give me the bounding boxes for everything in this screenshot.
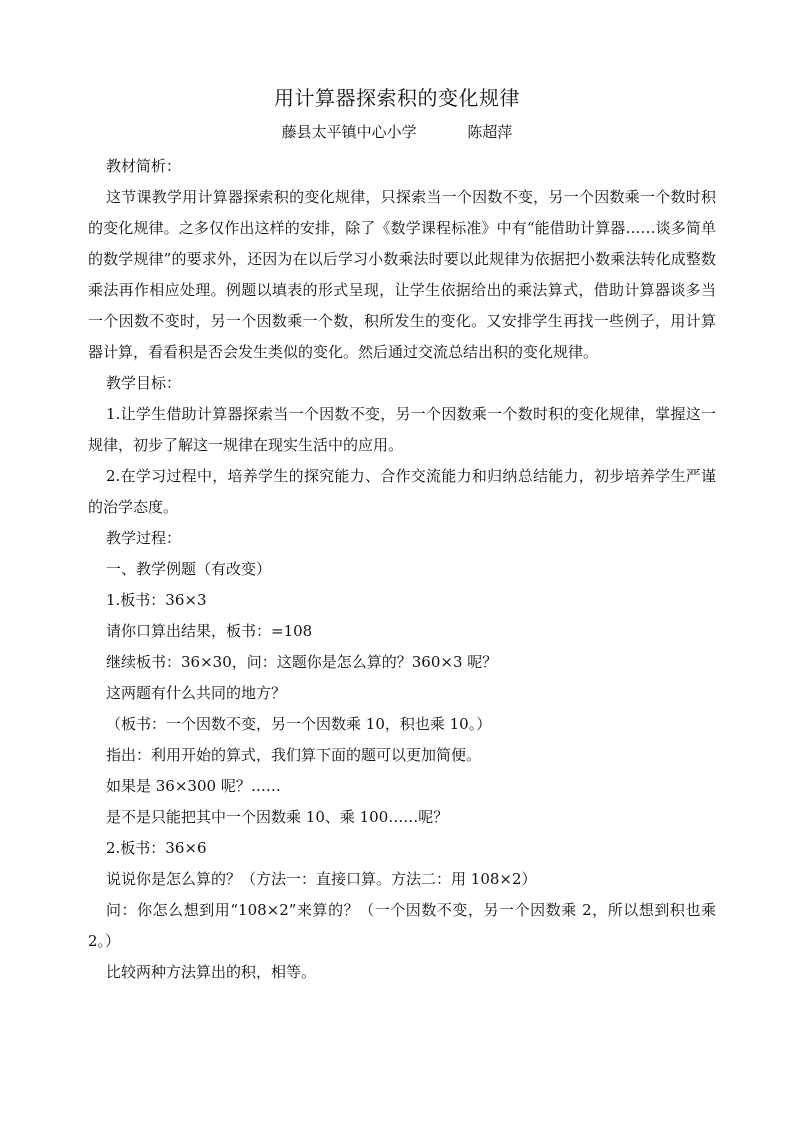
question-paragraph: 问：你怎么想到用“108×2”来算的？（一个因数不变，另一个因数乘 2，所以想到积也乘 2。） [88, 901, 716, 950]
process-line: 说说你是怎么算的？（方法一：直接口算。方法二：用 108×2） [106, 870, 537, 888]
process-line: 1.板书：36×3 [106, 591, 207, 609]
process-line: 一、教学例题（有改变） [106, 560, 272, 578]
document-body [88, 151, 716, 988]
process-line: 2.板书：36×6 [106, 839, 207, 857]
author-line [0, 122, 794, 142]
goal-paragraph-1: 1.让学生借助计算器探索当一个因数不变，另一个因数乘一个数时积的变化规律，掌握这一规律，初步了解这一规律在现实生活中的应用。 [88, 405, 716, 454]
document-title: 用计算器探索积的变化规律 [274, 86, 520, 110]
compare-line: 比较两种方法算出的积，相等。 [106, 963, 317, 981]
process-line: （板书：一个因数不变，另一个因数乘 10，积也乘 10。） [106, 715, 492, 733]
section-heading-analysis: 教材简析： [106, 157, 182, 175]
school-name: 藤县太平镇中心小学 [281, 123, 417, 141]
section-heading-process: 教学过程： [106, 529, 182, 547]
process-line: 请你口算出结果，板书：=108 [106, 622, 313, 640]
author-name: 陈超萍 [467, 123, 513, 141]
process-line: 这两题有什么共同的地方？ [106, 684, 287, 702]
process-line: 继续板书：36×30，问：这题你是怎么算的？360×3 呢？ [106, 653, 498, 671]
analysis-paragraph: 这节课教学用计算器探索积的变化规律，只探索当一个因数不变，另一个因数乘一个数时积的变化规律。之多仅作出这样的安排，除了《数学课程标准》中有“能借助计算器……谈多简单的数学规律”的要求外，还因为在以后学习小数乘法时要以此规律为依据把小数乘法转化成整数乘法再作相应处理。例题以填表的形式呈现，让学生依据给出的乘法算式，借助计算器谈多当一个因数不变时，另一个因数乘一个数，积所发生的变化。又安排学生再找一些例子，用计算器计算，看看积是否会发生类似的变化。然后通过交流总结出积的变化规律。 [88, 188, 716, 361]
goal-paragraph-2: 2.在学习过程中，培养学生的探究能力、合作交流能力和归纳总结能力，初步培养学生严谨的治学态度。 [88, 467, 716, 516]
process-line: 如果是 36×300 呢？…… [106, 777, 281, 795]
process-line: 是不是只能把其中一个因数乘 10、乘 100……呢？ [106, 808, 449, 826]
section-heading-goals: 教学目标： [106, 374, 182, 392]
process-line: 指出：利用开始的算式，我们算下面的题可以更加简便。 [106, 746, 482, 764]
